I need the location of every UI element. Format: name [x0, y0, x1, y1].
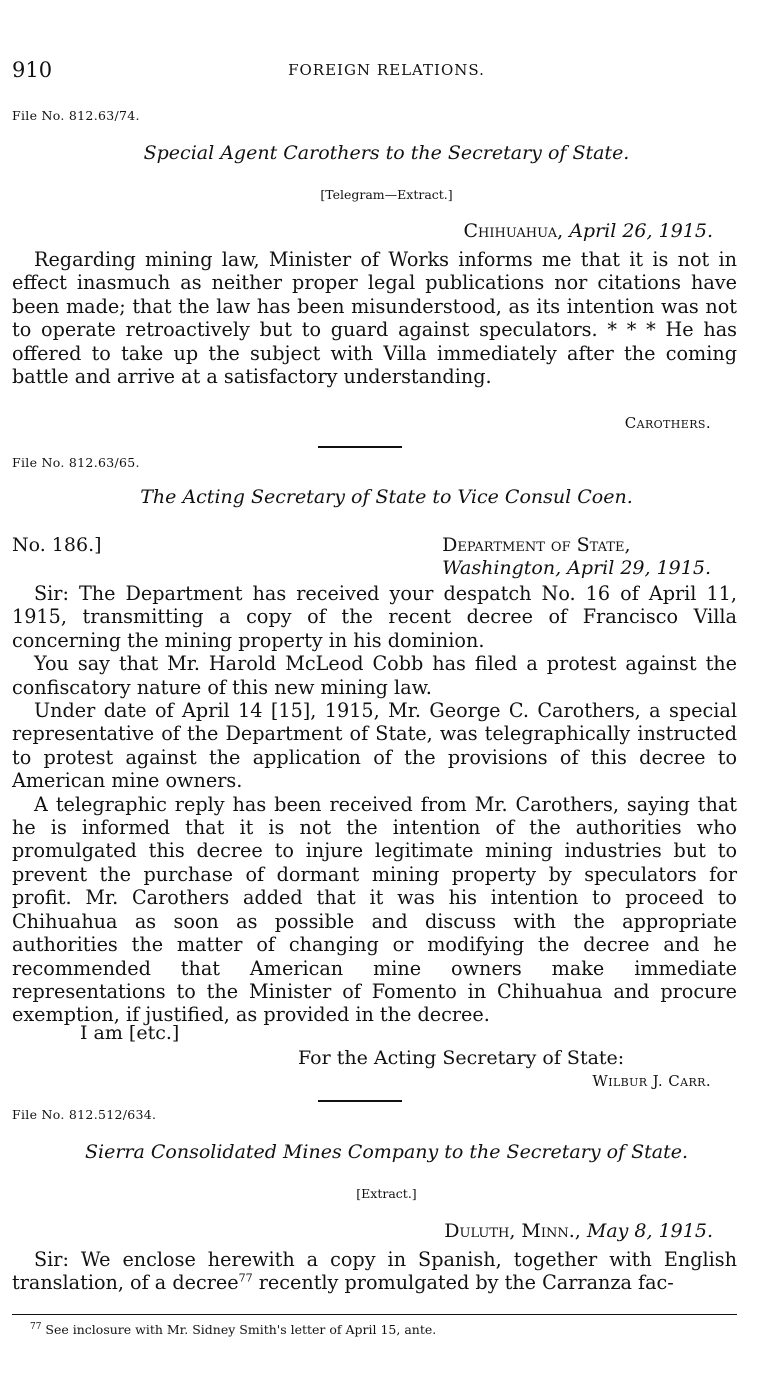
document-subhead-3: [Extract.]: [356, 1186, 417, 1201]
paragraph: Under date of April 14 [15], 1915, Mr. George C. Carothers, a special representative of the Department of State, was telegraphically instructed to protest against the application of the provisions of this decree to American mine owners.: [12, 699, 737, 793]
running-head: [12, 58, 761, 84]
paragraph: You say that Mr. Harold McLeod Cobb has filed a protest against the confiscatory nature of this new mining law.: [12, 652, 737, 699]
despatch-number: No. 186.]: [12, 534, 102, 556]
department-block: [442, 534, 711, 580]
paragraph-text-cont: recently promulgated by the Carranza fac-: [252, 1271, 674, 1295]
file-number-3: File No. 812.512/634.: [12, 1107, 157, 1122]
file-number-2: File No. 812.63/65.: [12, 455, 140, 470]
document-title-1: Special Agent Carothers to the Secretary of State.: [143, 142, 630, 164]
dateline-2: Washington, April 29, 1915.: [442, 557, 711, 579]
footnote-text: See inclosure with Mr. Sidney Smith's letter of April 15, ante.: [41, 1322, 437, 1338]
dateline-date-3: May 8, 1915.: [586, 1220, 713, 1242]
closing-line: I am [etc.]: [80, 1022, 180, 1044]
document-subhead-1: [Telegram—Extract.]: [320, 187, 453, 202]
dateline-3: [444, 1220, 713, 1242]
paragraph: Regarding mining law, Minister of Works informs me that it is not in effect inasmuch as neither proper legal publications nor citations have been made; that the law has been misunderstood, as its intention was not to operate retroactively but to guard against speculators. * * * He has offered to take up the subject with Villa immediately after the coming battle and arrive at a satisfactory understanding.: [12, 248, 737, 389]
paragraph-text: Sir: We enclose herewith a copy in Spanish, together with English translation, of a decree: [12, 1248, 737, 1295]
signature-1: Carothers.: [624, 414, 711, 432]
document-title-2: The Acting Secretary of State to Vice Consul Coen.: [140, 486, 633, 508]
page-number: 910: [12, 58, 53, 82]
dateline-1: [464, 220, 713, 242]
running-title: FOREIGN RELATIONS.: [288, 61, 485, 79]
department-name: Department of State,: [442, 534, 631, 556]
footnote-reference[interactable]: 77: [238, 1272, 253, 1286]
document-title-3: Sierra Consolidated Mines Company to the Secretary of State.: [84, 1141, 689, 1163]
file-number-1: File No. 812.63/74.: [12, 108, 140, 123]
paragraph: Sir: The Department has received your despatch No. 16 of April 11, 1915, transmitting a copy of the recent decree of Francisco Villa concerning the mining property in his dominion.: [12, 582, 737, 652]
body-text-3: [12, 1248, 737, 1295]
body-text-1: [12, 248, 737, 388]
signature-2: Wilbur J. Carr.: [592, 1072, 711, 1090]
footnote-divider: [12, 1314, 737, 1315]
paragraph: [12, 1248, 737, 1295]
paragraph: A telegraphic reply has been received from Mr. Carothers, saying that he is informed that it is not the intention of the authorities who promulgated this decree to injure legitimate mining industries but to prevent the purchase of dormant mining property by speculators for profit. Mr. Carothers added that it was his intention to proceed to Chihuahua as soon as possible and discuss with the appropriate authorities the matter of changing or modifying the decree and he recommended that American mine owners make immediate representations to the Minister of Fomento in Chihuahua and procure exemption, if justified, as provided in the decree.: [12, 792, 737, 1027]
dateline-date-1: April 26, 1915.: [569, 220, 713, 242]
footnote: [30, 1322, 436, 1337]
footnote-mark: 77: [30, 1322, 42, 1332]
section-divider: [318, 446, 402, 448]
section-divider: [318, 1100, 402, 1102]
dateline-place-1: Chihuahua,: [463, 220, 564, 242]
body-text-2: [12, 582, 737, 1027]
for-line: For the Acting Secretary of State:: [298, 1047, 625, 1069]
dateline-place-3: Duluth, Minn.,: [444, 1220, 581, 1242]
